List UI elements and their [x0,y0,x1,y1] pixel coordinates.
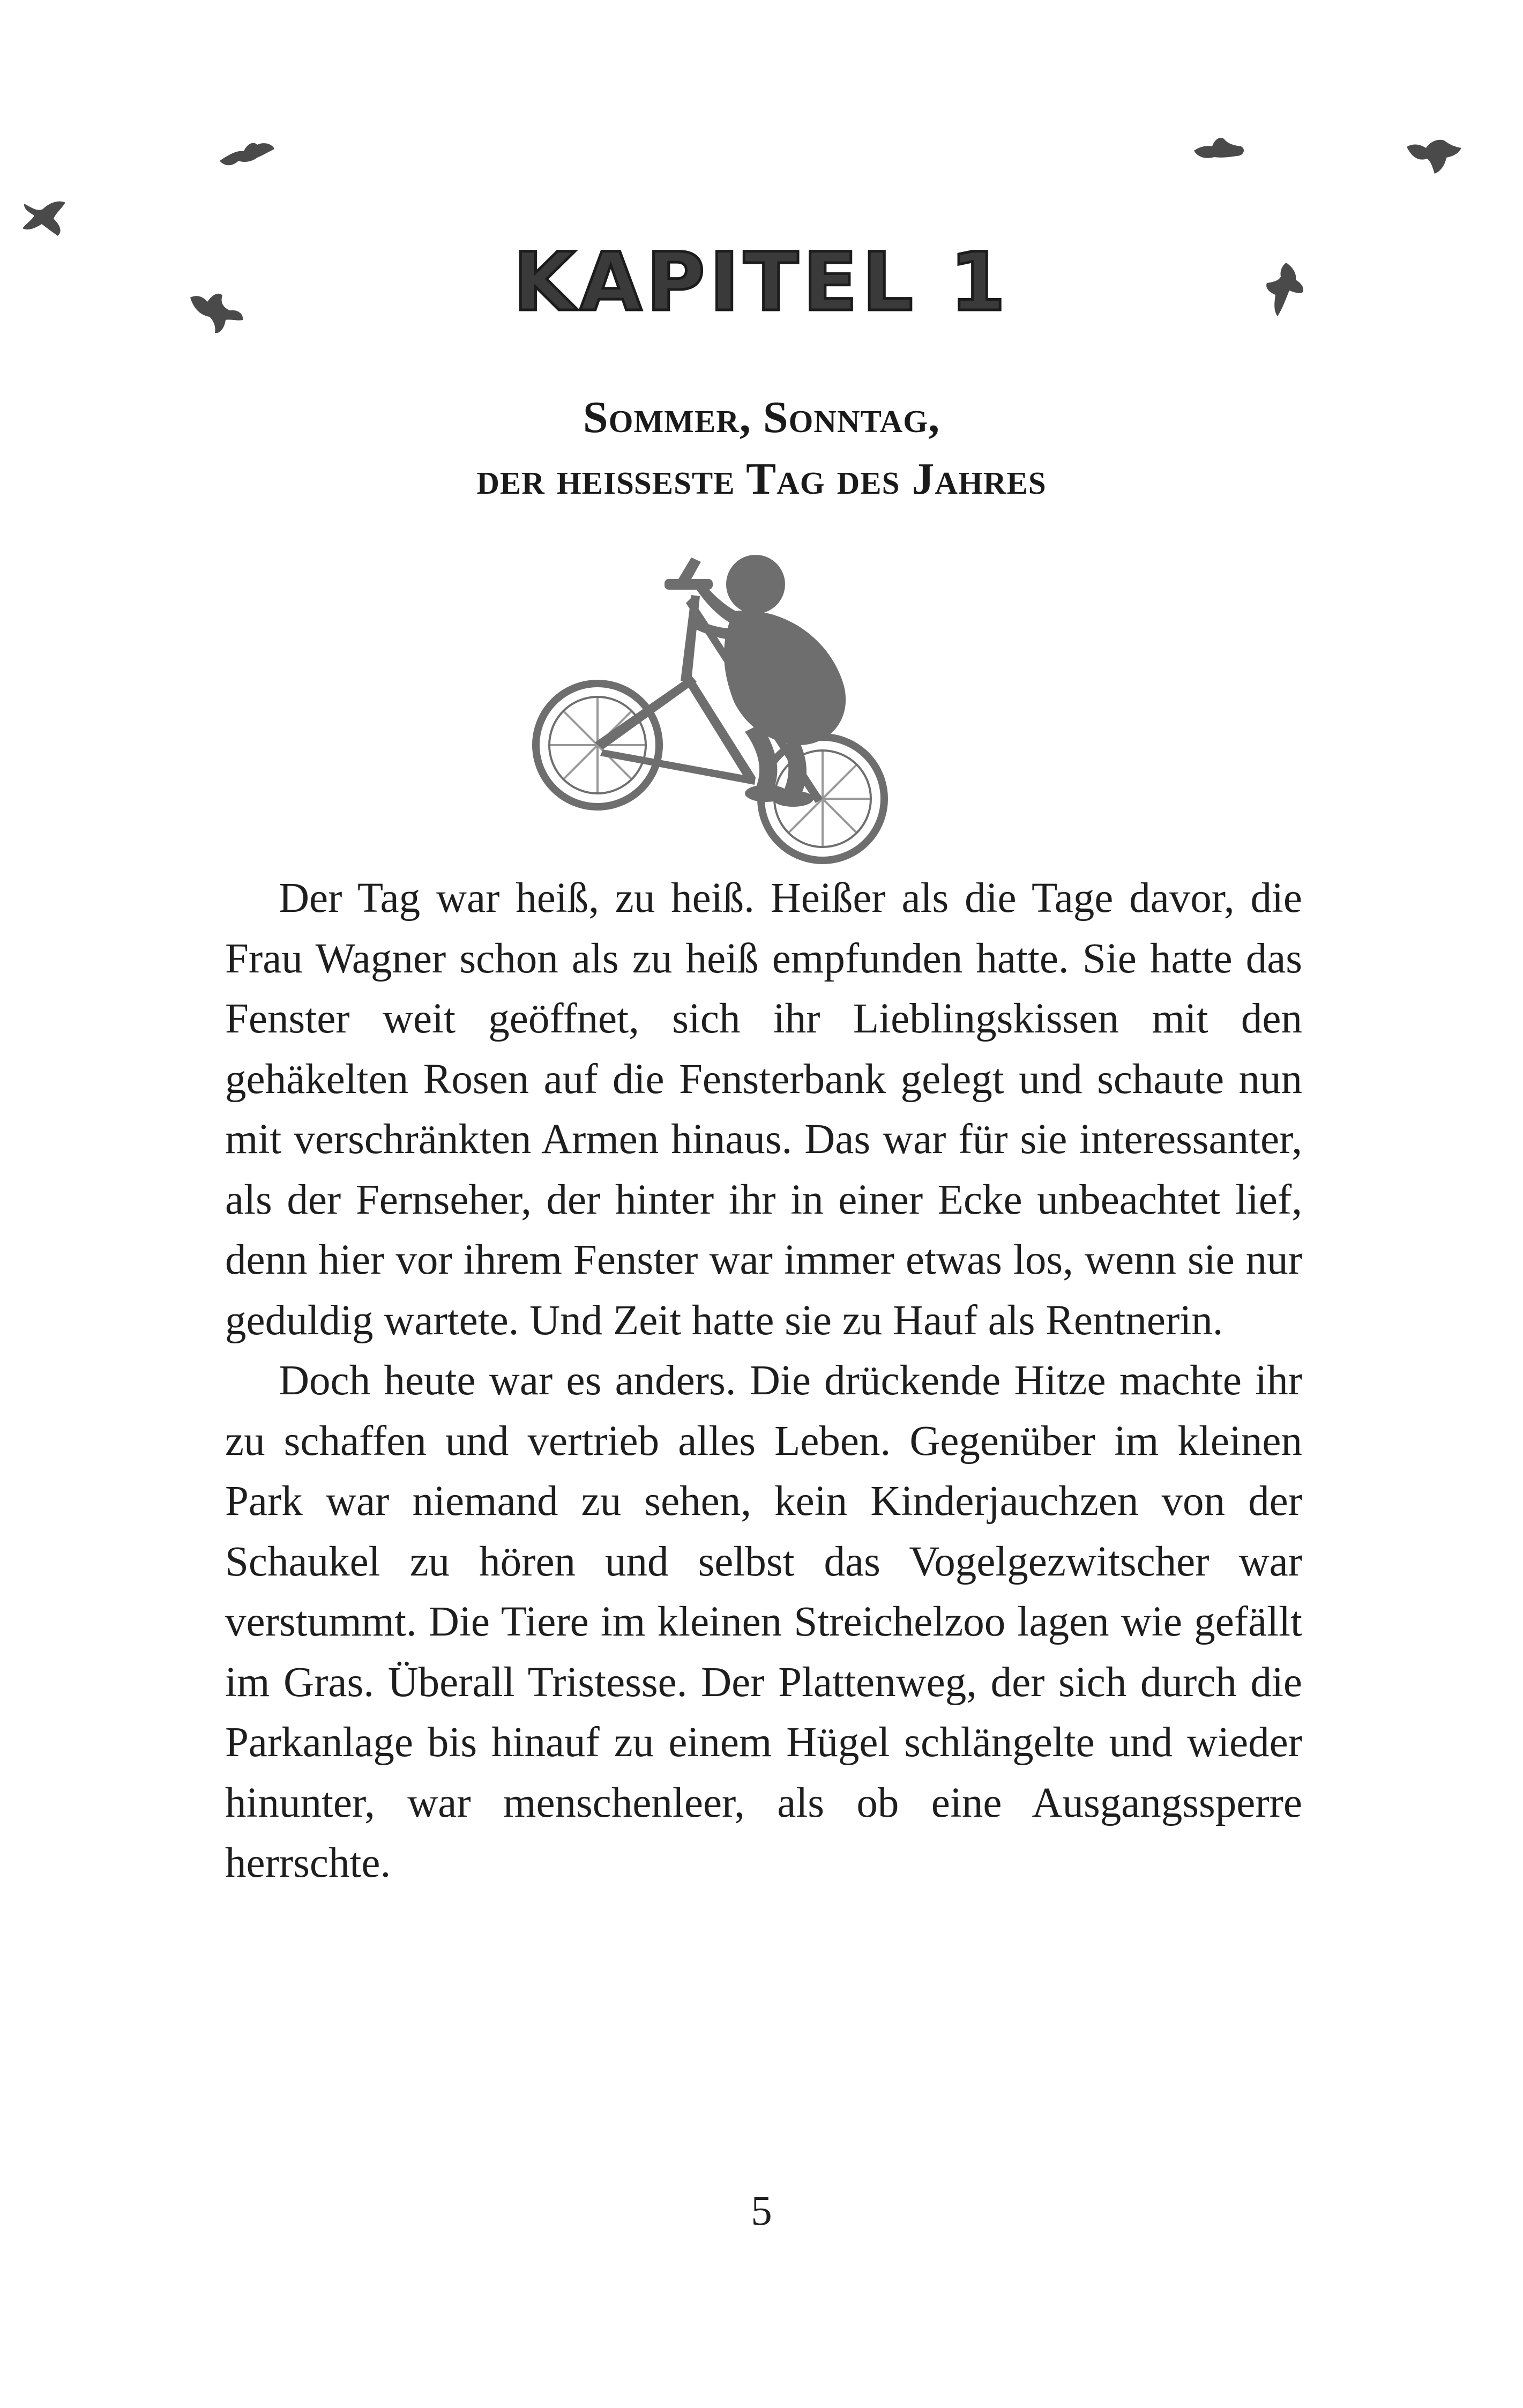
bmx-rider-silhouette-icon [531,547,906,879]
chapter-body-text [225,868,1302,1894]
ink-splat-icon [1401,129,1466,182]
ink-splat-icon [214,129,279,177]
paragraph: Der Tag war heiß, zu heiß. Heißer als die Tage davor, die Frau Wagner schon als zu heiß empfunden hatte. Sie hatte das Fenster weit geöffnet, sich ihr Lieblingskissen mit den gehäkelten Rosen auf die Fensterbank gelegt und schaute nun mit verschränkten Armen hinaus. Das war für sie interessanter, als der Fernseher, der hinter ihr in einer Ecke unbeachtet lief, denn hier vor ihrem Fenster war immer etwas los, wenn sie nur geduldig wartete. Und Zeit hatte sie zu Hauf als Rentnerin. [225,875,1302,1344]
ink-splat-icon [1190,126,1249,169]
chapter-subtitle-line-2: der heißeste Tag des Jahres [476,454,1047,504]
chapter-title: KAPITEL 1 [513,236,1010,329]
ink-splat-icon [16,193,75,241]
chapter-subtitle-line-1: Sommer, Sonntag, [583,392,940,442]
paragraph: Doch heute war es anders. Die drückende Hitze machte ihr zu schaffen und vertrieb alles Leben. Gegenüber im kleinen Park war niemand zu sehen, kein Kinderjauchzen von der Schaukel zu hören und selbst das Vogelgezwitscher war verstummt. Die Tiere im kleinen Streichelzoo lagen wie gefällt im Gras. Überall Tristesse. Der Plattenweg, der sich durch die Parkanlage bis hinauf zu einem Hügel schlängelte und wieder hinunter, war menschenleer, als ob eine Ausgangssperre herrschte. [225,1357,1302,1886]
page-number: 5 [751,2188,772,2234]
